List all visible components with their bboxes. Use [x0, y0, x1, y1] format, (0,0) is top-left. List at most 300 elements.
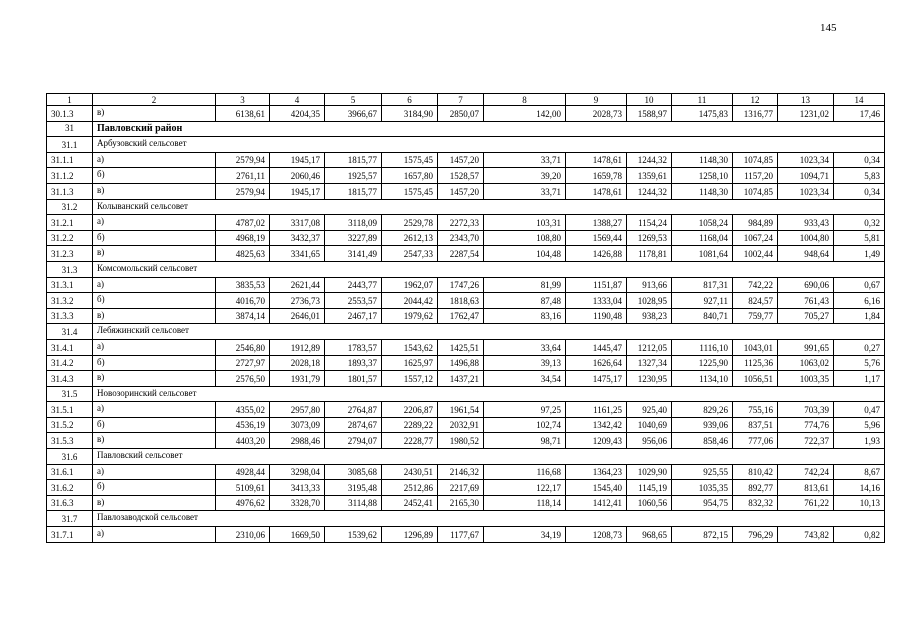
value-cell: 742,24	[778, 464, 834, 480]
value-cell: 2553,57	[325, 293, 382, 309]
value-cell: 925,55	[672, 464, 733, 480]
value-cell: 2621,44	[270, 277, 325, 293]
value-cell: 1588,97	[627, 106, 672, 122]
value-cell: 2289,22	[382, 417, 438, 433]
header-cell: 3	[216, 94, 270, 106]
value-cell: 1244,32	[627, 152, 672, 168]
settlement-row	[47, 449, 885, 465]
value-cell: 6138,61	[216, 106, 270, 122]
row-code: 31.5.1	[47, 402, 93, 418]
value-cell: 2547,33	[382, 246, 438, 262]
value-cell: 1040,69	[627, 417, 672, 433]
value-cell: 0,34	[834, 183, 885, 199]
value-cell: 2529,78	[382, 215, 438, 231]
table-row	[47, 402, 885, 418]
table-row	[47, 433, 885, 449]
value-cell: 872,15	[672, 527, 733, 543]
row-code: 31.4.2	[47, 355, 93, 371]
table-row	[47, 246, 885, 262]
value-cell: 3413,33	[270, 480, 325, 496]
value-cell: 1475,83	[672, 106, 733, 122]
table-row	[47, 355, 885, 371]
value-cell: 1478,61	[566, 152, 627, 168]
value-cell: 104,48	[484, 246, 566, 262]
value-cell: 1231,02	[778, 106, 834, 122]
settlement-row	[47, 137, 885, 153]
row-label: а)	[93, 402, 216, 418]
header-cell: 10	[627, 94, 672, 106]
value-cell: 1209,43	[566, 433, 627, 449]
row-label: б)	[93, 355, 216, 371]
value-cell: 5,96	[834, 417, 885, 433]
value-cell: 2727,97	[216, 355, 270, 371]
value-cell: 1962,07	[382, 277, 438, 293]
value-cell: 761,43	[778, 293, 834, 309]
value-cell: 1230,95	[627, 371, 672, 387]
value-cell: 1626,64	[566, 355, 627, 371]
row-label: а)	[93, 215, 216, 231]
value-cell: 1003,35	[778, 371, 834, 387]
row-code: 31.3.2	[47, 293, 93, 309]
value-cell: 2060,46	[270, 168, 325, 184]
value-cell: 1028,95	[627, 293, 672, 309]
row-code: 31.2.1	[47, 215, 93, 231]
value-cell: 142,00	[484, 106, 566, 122]
value-cell: 2452,41	[382, 495, 438, 511]
value-cell: 0,32	[834, 215, 885, 231]
row-label: а)	[93, 339, 216, 355]
value-cell: 1116,10	[672, 339, 733, 355]
value-cell: 2165,30	[438, 495, 484, 511]
row-label: а)	[93, 277, 216, 293]
value-cell: 1043,01	[733, 339, 778, 355]
row-code: 31.3.1	[47, 277, 93, 293]
value-cell: 102,74	[484, 417, 566, 433]
value-cell: 2228,77	[382, 433, 438, 449]
row-code: 31.4.1	[47, 339, 93, 355]
value-cell: 761,22	[778, 495, 834, 511]
value-cell: 4825,63	[216, 246, 270, 262]
value-cell: 4968,19	[216, 230, 270, 246]
value-cell: 1190,48	[566, 308, 627, 324]
row-code: 31.5.3	[47, 433, 93, 449]
value-cell: 3341,65	[270, 246, 325, 262]
value-cell: 1063,02	[778, 355, 834, 371]
value-cell: 777,06	[733, 433, 778, 449]
row-code: 31.1.1	[47, 152, 93, 168]
district-row	[47, 121, 885, 137]
value-cell: 1457,20	[438, 183, 484, 199]
value-cell: 1528,57	[438, 168, 484, 184]
value-cell: 2579,94	[216, 152, 270, 168]
table-row	[47, 183, 885, 199]
value-cell: 0,34	[834, 152, 885, 168]
value-cell: 33,64	[484, 339, 566, 355]
district-code: 31	[47, 121, 93, 137]
value-cell: 1912,89	[270, 339, 325, 355]
value-cell: 2576,50	[216, 371, 270, 387]
value-cell: 1074,85	[733, 152, 778, 168]
row-code: 31.4.3	[47, 371, 93, 387]
settlement-row	[47, 261, 885, 277]
value-cell: 3874,14	[216, 308, 270, 324]
value-cell: 1925,57	[325, 168, 382, 184]
header-cell: 7	[438, 94, 484, 106]
settlement-name: Павлозаводской сельсовет	[93, 511, 885, 527]
value-cell: 1316,77	[733, 106, 778, 122]
value-cell: 2217,69	[438, 480, 484, 496]
value-cell: 1445,47	[566, 339, 627, 355]
row-label: б)	[93, 417, 216, 433]
value-cell: 2579,94	[216, 183, 270, 199]
value-cell: 3298,04	[270, 464, 325, 480]
value-cell: 1327,34	[627, 355, 672, 371]
row-code: 31.6.2	[47, 480, 93, 496]
value-cell: 1023,34	[778, 183, 834, 199]
settlement-code: 31.3	[47, 261, 93, 277]
value-cell: 1258,10	[672, 168, 733, 184]
value-cell: 0,82	[834, 527, 885, 543]
row-code: 31.7.1	[47, 527, 93, 543]
value-cell: 3195,48	[325, 480, 382, 496]
value-cell: 8,67	[834, 464, 885, 480]
header-cell: 4	[270, 94, 325, 106]
value-cell: 1801,57	[325, 371, 382, 387]
value-cell: 2467,17	[325, 308, 382, 324]
settlement-name: Павловский сельсовет	[93, 449, 885, 465]
value-cell: 1081,64	[672, 246, 733, 262]
value-cell: 1151,87	[566, 277, 627, 293]
value-cell: 1342,42	[566, 417, 627, 433]
value-cell: 2443,77	[325, 277, 382, 293]
value-cell: 1657,80	[382, 168, 438, 184]
value-cell: 87,48	[484, 293, 566, 309]
value-cell: 1545,40	[566, 480, 627, 496]
value-cell: 1168,04	[672, 230, 733, 246]
value-cell: 1148,30	[672, 152, 733, 168]
value-cell: 3114,88	[325, 495, 382, 511]
value-cell: 1669,50	[270, 527, 325, 543]
header-cell: 1	[47, 94, 93, 106]
value-cell: 98,71	[484, 433, 566, 449]
value-cell: 39,13	[484, 355, 566, 371]
row-label: в)	[93, 433, 216, 449]
value-cell: 1496,88	[438, 355, 484, 371]
value-cell: 1125,36	[733, 355, 778, 371]
row-label: в)	[93, 308, 216, 324]
page-number: 145	[820, 22, 837, 34]
value-cell: 813,61	[778, 480, 834, 496]
value-cell: 1225,90	[672, 355, 733, 371]
value-cell: 1747,26	[438, 277, 484, 293]
table-row	[47, 339, 885, 355]
value-cell: 2764,87	[325, 402, 382, 418]
value-cell: 2343,70	[438, 230, 484, 246]
header-cell: 6	[382, 94, 438, 106]
value-cell: 1023,34	[778, 152, 834, 168]
settlement-row	[47, 199, 885, 215]
value-cell: 1244,32	[627, 183, 672, 199]
value-cell: 892,77	[733, 480, 778, 496]
row-label: в)	[93, 246, 216, 262]
value-cell: 1659,78	[566, 168, 627, 184]
value-cell: 81,99	[484, 277, 566, 293]
value-cell: 913,66	[627, 277, 672, 293]
value-cell: 6,16	[834, 293, 885, 309]
value-cell: 10,13	[834, 495, 885, 511]
value-cell: 2761,11	[216, 168, 270, 184]
header-cell: 14	[834, 94, 885, 106]
value-cell: 3835,53	[216, 277, 270, 293]
value-cell: 984,89	[733, 215, 778, 231]
district-name: Павловский район	[93, 121, 885, 137]
row-label: б)	[93, 230, 216, 246]
value-cell: 118,14	[484, 495, 566, 511]
row-label: в)	[93, 371, 216, 387]
value-cell: 2146,32	[438, 464, 484, 480]
value-cell: 1035,35	[672, 480, 733, 496]
settlement-code: 31.4	[47, 324, 93, 340]
value-cell: 743,82	[778, 527, 834, 543]
table-row	[47, 308, 885, 324]
header-cell: 12	[733, 94, 778, 106]
row-label: в)	[93, 495, 216, 511]
value-cell: 1575,45	[382, 152, 438, 168]
value-cell: 5,81	[834, 230, 885, 246]
value-cell: 2988,46	[270, 433, 325, 449]
value-cell: 1148,30	[672, 183, 733, 199]
value-cell: 948,64	[778, 246, 834, 262]
value-cell: 840,71	[672, 308, 733, 324]
value-cell: 755,16	[733, 402, 778, 418]
value-cell: 759,77	[733, 308, 778, 324]
value-cell: 1815,77	[325, 183, 382, 199]
row-code: 31.2.3	[47, 246, 93, 262]
value-cell: 824,57	[733, 293, 778, 309]
value-cell: 742,22	[733, 277, 778, 293]
value-cell: 933,43	[778, 215, 834, 231]
value-cell: 2794,07	[325, 433, 382, 449]
value-cell: 1475,17	[566, 371, 627, 387]
value-cell: 5,76	[834, 355, 885, 371]
value-cell: 837,51	[733, 417, 778, 433]
value-cell: 3227,89	[325, 230, 382, 246]
value-cell: 1539,62	[325, 527, 382, 543]
row-label: а)	[93, 152, 216, 168]
value-cell: 2612,13	[382, 230, 438, 246]
table-row	[47, 152, 885, 168]
value-cell: 1269,53	[627, 230, 672, 246]
value-cell: 39,20	[484, 168, 566, 184]
value-cell: 1212,05	[627, 339, 672, 355]
value-cell: 1625,97	[382, 355, 438, 371]
value-cell: 774,76	[778, 417, 834, 433]
row-label: а)	[93, 527, 216, 543]
value-cell: 1364,23	[566, 464, 627, 480]
value-cell: 991,65	[778, 339, 834, 355]
value-cell: 2206,87	[382, 402, 438, 418]
header-cell: 5	[325, 94, 382, 106]
value-cell: 33,71	[484, 152, 566, 168]
value-cell: 1426,88	[566, 246, 627, 262]
value-cell: 1783,57	[325, 339, 382, 355]
value-cell: 5109,61	[216, 480, 270, 496]
value-cell: 3073,09	[270, 417, 325, 433]
table-row	[47, 527, 885, 543]
table-row	[47, 168, 885, 184]
header-cell: 11	[672, 94, 733, 106]
settlement-name: Комсомольский сельсовет	[93, 261, 885, 277]
value-cell: 1154,24	[627, 215, 672, 231]
value-cell: 4016,70	[216, 293, 270, 309]
value-cell: 2874,67	[325, 417, 382, 433]
value-cell: 116,68	[484, 464, 566, 480]
value-cell: 1029,90	[627, 464, 672, 480]
value-cell: 4536,19	[216, 417, 270, 433]
value-cell: 3141,49	[325, 246, 382, 262]
value-cell: 0,67	[834, 277, 885, 293]
settlement-name: Новозоринский сельсовет	[93, 386, 885, 402]
settlement-code: 31.7	[47, 511, 93, 527]
value-cell: 1931,79	[270, 371, 325, 387]
value-cell: 2736,73	[270, 293, 325, 309]
value-cell: 810,42	[733, 464, 778, 480]
table-body	[47, 94, 885, 543]
value-cell: 2028,18	[270, 355, 325, 371]
row-label: б)	[93, 480, 216, 496]
value-cell: 1074,85	[733, 183, 778, 199]
value-cell: 3432,37	[270, 230, 325, 246]
value-cell: 690,06	[778, 277, 834, 293]
settlement-name: Лебяжинский сельсовет	[93, 324, 885, 340]
value-cell: 705,27	[778, 308, 834, 324]
table-row	[47, 495, 885, 511]
header-row	[47, 94, 885, 106]
value-cell: 1,93	[834, 433, 885, 449]
value-cell: 1004,80	[778, 230, 834, 246]
value-cell: 1002,44	[733, 246, 778, 262]
value-cell: 1557,12	[382, 371, 438, 387]
value-cell: 1815,77	[325, 152, 382, 168]
value-cell: 796,29	[733, 527, 778, 543]
table-row	[47, 480, 885, 496]
value-cell: 1333,04	[566, 293, 627, 309]
value-cell: 858,46	[672, 433, 733, 449]
value-cell: 938,23	[627, 308, 672, 324]
value-cell: 2957,80	[270, 402, 325, 418]
value-cell: 1979,62	[382, 308, 438, 324]
value-cell: 817,31	[672, 277, 733, 293]
value-cell: 1569,44	[566, 230, 627, 246]
table-row	[47, 215, 885, 231]
value-cell: 829,26	[672, 402, 733, 418]
value-cell: 3966,67	[325, 106, 382, 122]
settlement-name: Арбузовский сельсовет	[93, 137, 885, 153]
value-cell: 1,17	[834, 371, 885, 387]
value-cell: 2430,51	[382, 464, 438, 480]
value-cell: 2272,33	[438, 215, 484, 231]
value-cell: 5,83	[834, 168, 885, 184]
tariff-table	[46, 93, 885, 543]
value-cell: 1067,24	[733, 230, 778, 246]
value-cell: 1945,17	[270, 152, 325, 168]
settlement-row	[47, 386, 885, 402]
value-cell: 3317,08	[270, 215, 325, 231]
settlement-name: Колыванский сельсовет	[93, 199, 885, 215]
header-cell: 13	[778, 94, 834, 106]
table-row	[47, 277, 885, 293]
table-row	[47, 417, 885, 433]
row-code: 31.1.3	[47, 183, 93, 199]
value-cell: 1,49	[834, 246, 885, 262]
value-cell: 1575,45	[382, 183, 438, 199]
value-cell: 83,16	[484, 308, 566, 324]
value-cell: 3118,09	[325, 215, 382, 231]
row-code: 31.5.2	[47, 417, 93, 433]
value-cell: 97,25	[484, 402, 566, 418]
value-cell: 2646,01	[270, 308, 325, 324]
table-row	[47, 371, 885, 387]
value-cell: 722,37	[778, 433, 834, 449]
value-cell: 34,54	[484, 371, 566, 387]
row-code: 31.6.1	[47, 464, 93, 480]
value-cell: 2310,06	[216, 527, 270, 543]
row-code: 31.6.3	[47, 495, 93, 511]
table-row	[47, 106, 885, 122]
value-cell: 1208,73	[566, 527, 627, 543]
value-cell: 1425,51	[438, 339, 484, 355]
value-cell: 3328,70	[270, 495, 325, 511]
settlement-code: 31.5	[47, 386, 93, 402]
value-cell: 927,11	[672, 293, 733, 309]
value-cell: 4355,02	[216, 402, 270, 418]
value-cell: 1437,21	[438, 371, 484, 387]
value-cell: 17,46	[834, 106, 885, 122]
value-cell: 0,27	[834, 339, 885, 355]
row-label: в)	[93, 106, 216, 122]
value-cell: 968,65	[627, 527, 672, 543]
value-cell: 1543,62	[382, 339, 438, 355]
value-cell: 939,06	[672, 417, 733, 433]
value-cell: 1457,20	[438, 152, 484, 168]
value-cell: 925,40	[627, 402, 672, 418]
value-cell: 14,16	[834, 480, 885, 496]
row-code: 31.3.3	[47, 308, 93, 324]
value-cell: 3085,68	[325, 464, 382, 480]
value-cell: 1134,10	[672, 371, 733, 387]
value-cell: 1,84	[834, 308, 885, 324]
value-cell: 34,19	[484, 527, 566, 543]
value-cell: 2032,91	[438, 417, 484, 433]
value-cell: 1058,24	[672, 215, 733, 231]
value-cell: 4787,02	[216, 215, 270, 231]
value-cell: 1056,51	[733, 371, 778, 387]
value-cell: 2512,86	[382, 480, 438, 496]
value-cell: 1359,61	[627, 168, 672, 184]
row-label: б)	[93, 293, 216, 309]
value-cell: 1961,54	[438, 402, 484, 418]
value-cell: 1893,37	[325, 355, 382, 371]
value-cell: 954,75	[672, 495, 733, 511]
header-cell: 9	[566, 94, 627, 106]
table-row	[47, 230, 885, 246]
settlement-row	[47, 324, 885, 340]
value-cell: 4403,20	[216, 433, 270, 449]
value-cell: 103,31	[484, 215, 566, 231]
value-cell: 4976,62	[216, 495, 270, 511]
value-cell: 1060,56	[627, 495, 672, 511]
value-cell: 2850,07	[438, 106, 484, 122]
